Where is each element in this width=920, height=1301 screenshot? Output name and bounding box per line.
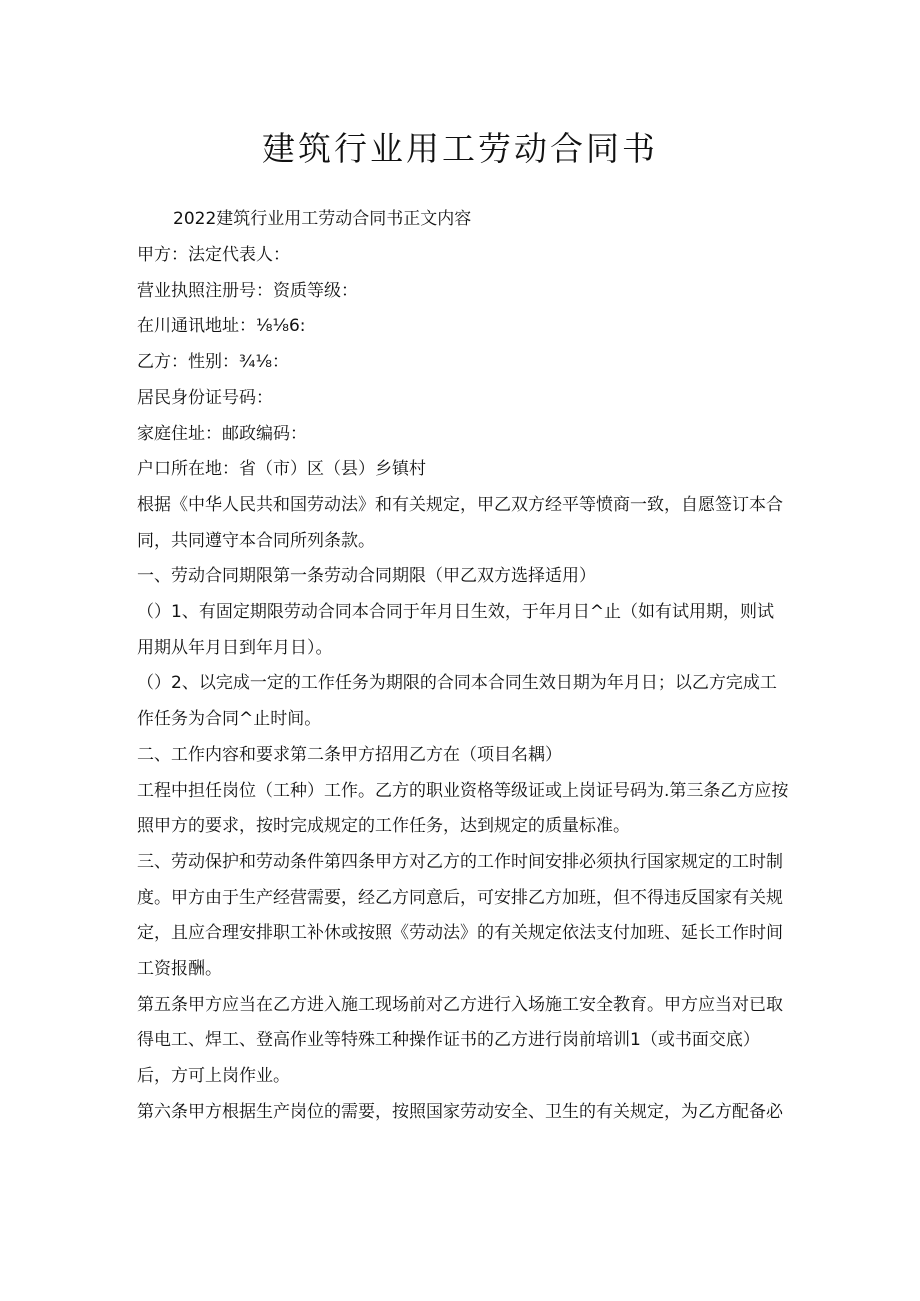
paragraph-household-registration: 户口所在地：省（市）区（县）乡镇村 <box>137 459 426 480</box>
paragraph-party-a: 甲方：法定代表人： <box>137 245 290 265</box>
document-body <box>137 238 791 1131</box>
paragraph-article-3: 工程中担任岗位（工种）工作。乙方的职业资格等级证或上岗证号码为.第三条乙方应按照甲方的要求，按时完成规定的工作任务，达到规定的质量标准。 <box>137 780 789 837</box>
document-title: 建筑行业用工劳动合同书 <box>262 129 658 168</box>
paragraph-preamble: 根据《中华人民共和国劳动法》和有关规定，甲乙双方经平等愤商一致，自愿签订本合同，共同遵守本合同所列条款。 <box>137 494 783 551</box>
paragraph-section-1: 一、劳动合同期限第一条劳动合同期限（甲乙双方选择适用） <box>137 566 596 587</box>
paragraph-id-number: 居民身份证号码： <box>137 387 273 408</box>
paragraph-article-6: 第六条甲方根据生产岗位的需要，按照国家劳动安全、卫生的有关规定，为乙方配备必 <box>137 1101 783 1122</box>
paragraph-home-address: 家庭住址：邮政编码： <box>137 423 307 444</box>
paragraph-business-license: 营业执照注册号：资质等级： <box>137 280 358 301</box>
paragraph-option-1: （）1、有固定期限劳动合同本合同于年月日生效，于年月日^止（如有试用期，则试用期从年月日到年月日）。 <box>137 602 775 658</box>
paragraph-section-3: 三、劳动保护和劳动条件第四条甲方对乙方的工作时间安排必须执行国家规定的工时制度。甲方由于生产经营需要，经乙方同意后，可安排乙方加班，但不得违反国家有关规定，且应合理安排职工补休或按照《劳动法》的有关规定依法支付加班、延长工作时间工资报酬。 <box>137 851 783 980</box>
paragraph-party-b: 乙方：性别：¾⅛： <box>137 352 289 373</box>
paragraph-article-5: 第五条甲方应当在乙方进入施工现场前对乙方进行入场施工安全教育。甲方应当对已取得电工、焊工、登高作业等特殊工种操作证书的乙方进行岗前培训1（或书面交底）后，方可上岗作业。 <box>137 994 783 1087</box>
paragraph-section-2: 二、工作内容和要求第二条甲方招用乙方在（项目名耦） <box>137 744 562 765</box>
paragraph-option-2: （）2、以完成一定的工作任务为期限的合同本合同生效日期为年月日；以乙方完成工作任务为合同^止时间。 <box>137 673 777 730</box>
paragraph-address: 在川通讯地址：⅛⅛6: <box>137 316 306 337</box>
document-subtitle: 2022建筑行业用工劳动合同书正文内容 <box>173 209 472 229</box>
